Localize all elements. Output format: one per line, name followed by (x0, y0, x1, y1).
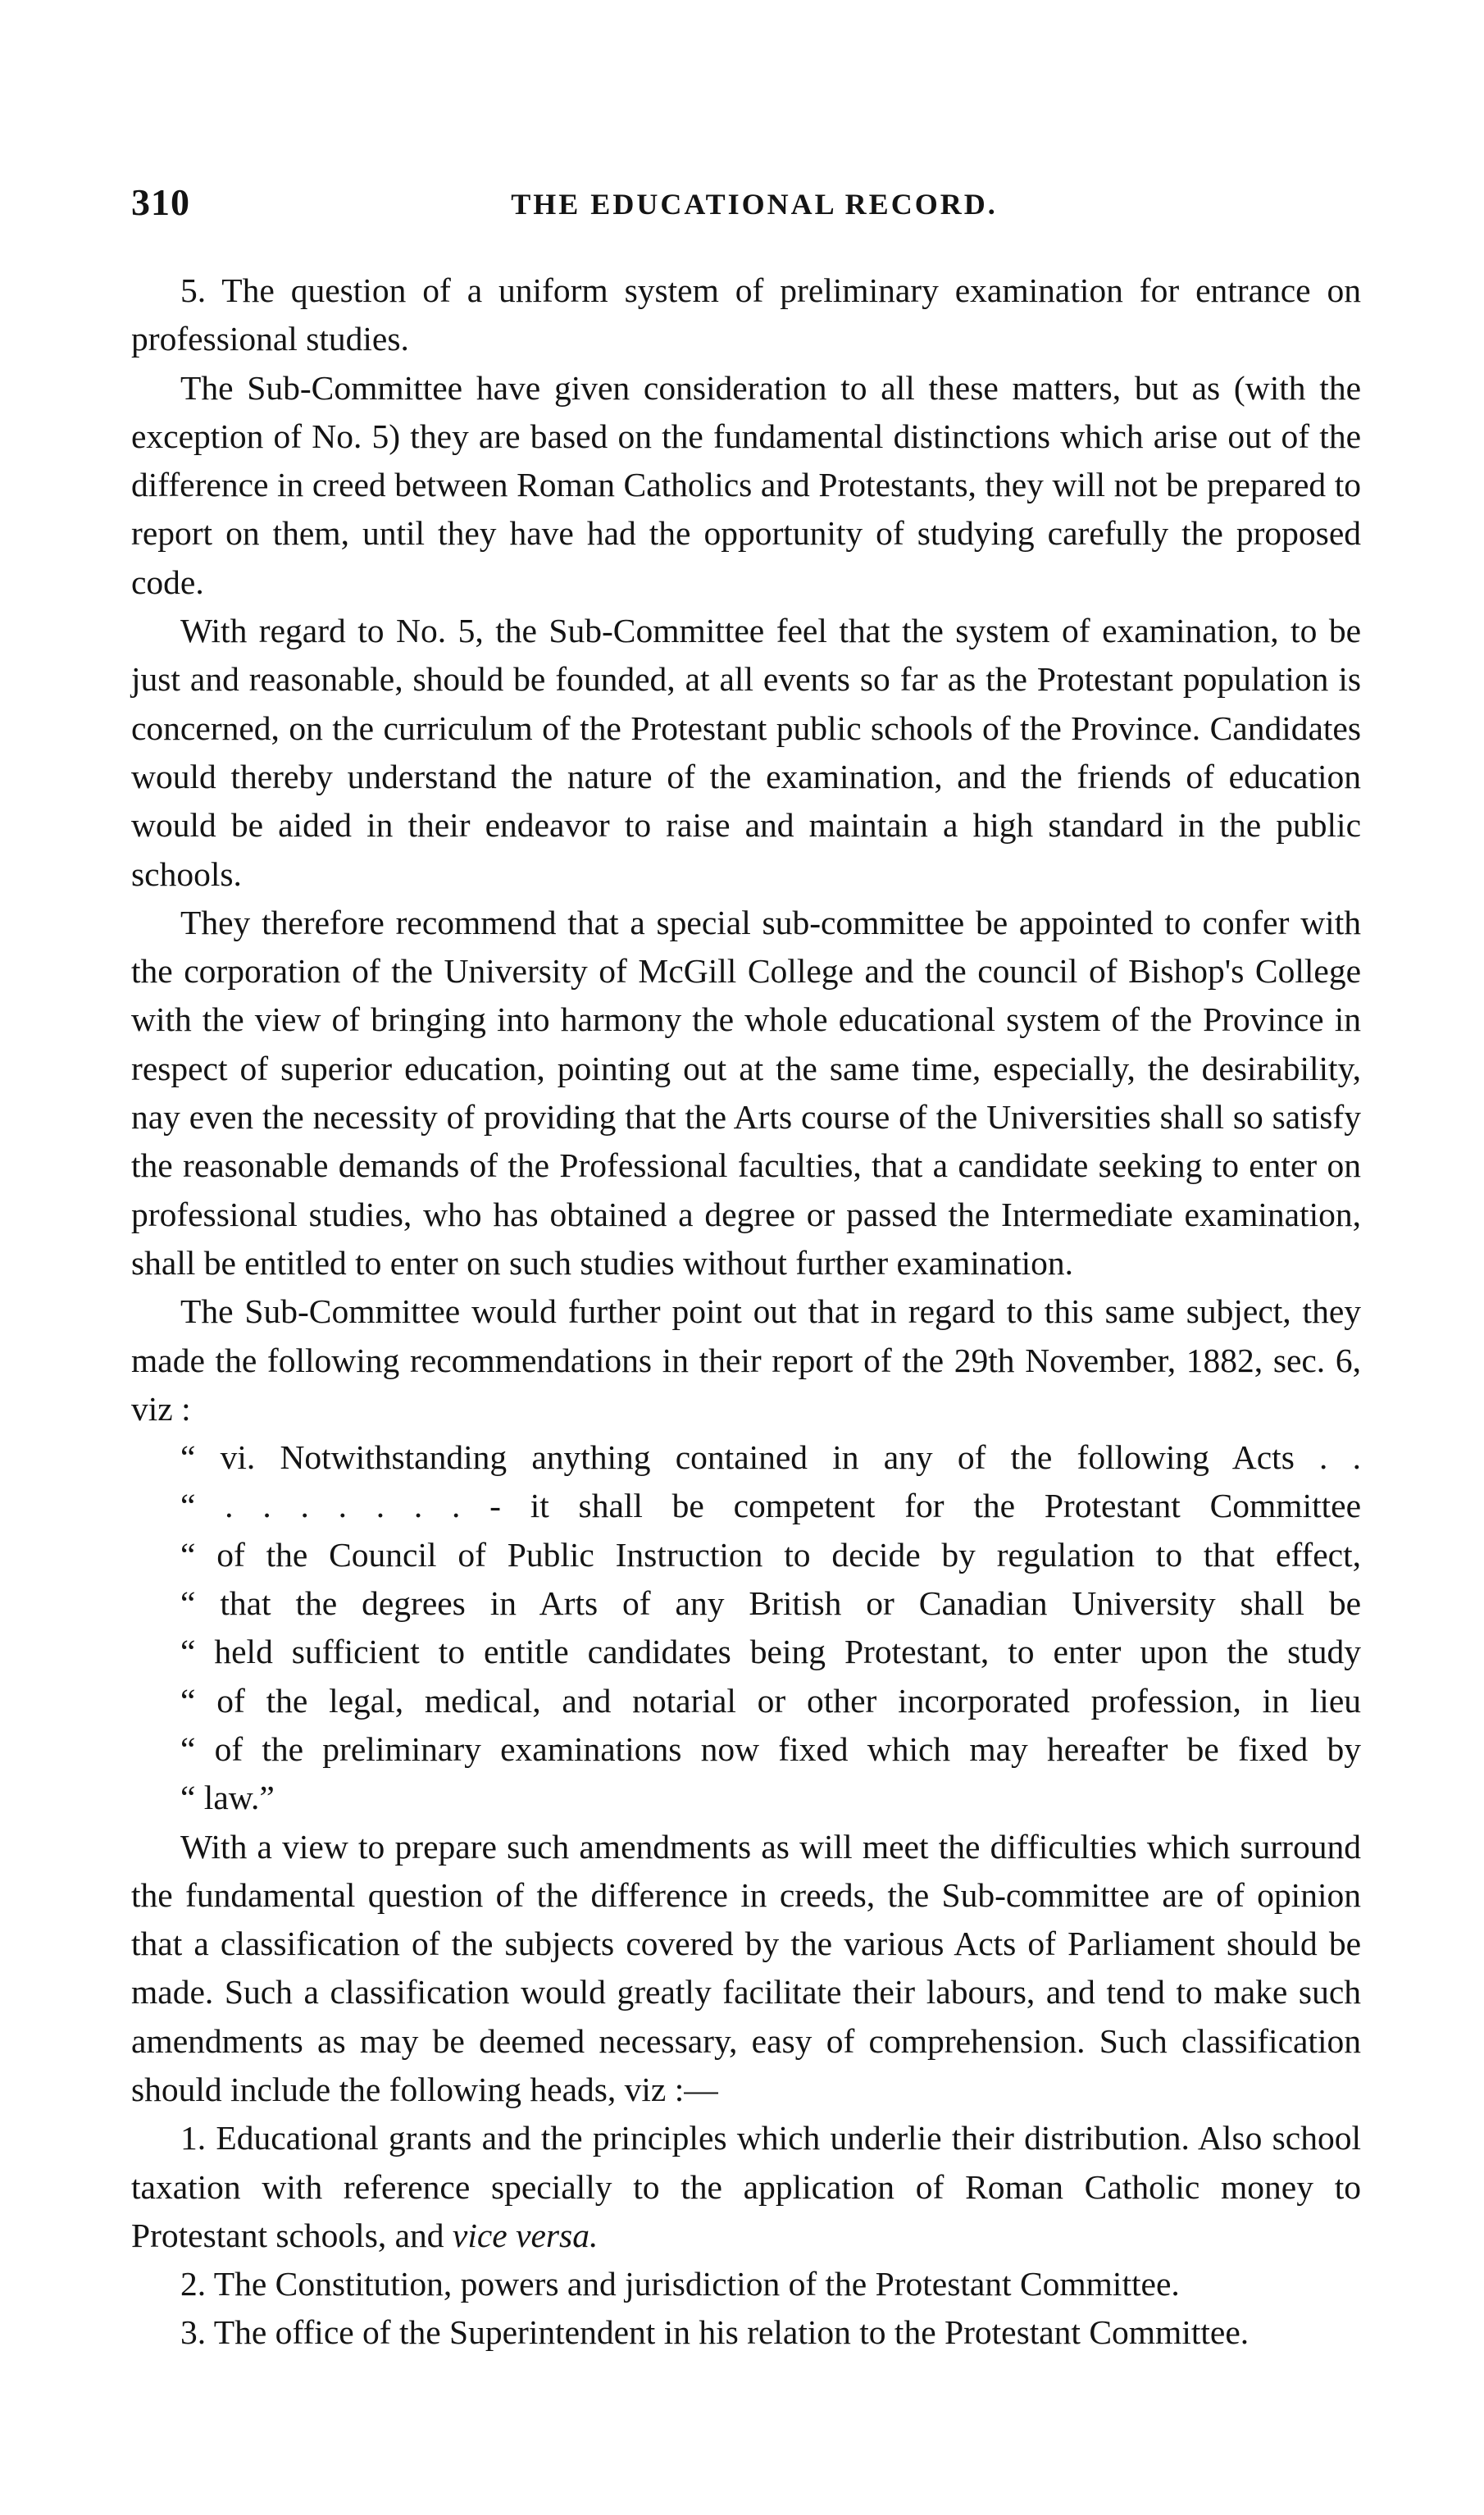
paragraph: The Sub-Committee have given consideration to all these matters, but as (with the exception of No. 5) they are based on the fundamental distinctions which arise out of the difference in creed between Roman Catholics and Protestants, they will not be prepared to report on them, until they have had the opportunity of studying carefully the proposed code. (131, 368, 1361, 601)
body-text (131, 267, 1361, 2358)
list-item: 3. The office of the Superintendent in his relation to the Protestant Committee. (180, 2313, 1250, 2352)
page-number: 310 (131, 181, 190, 223)
list-item-text: 1. Educational grants and the principles which underlie their distribution. Also school taxation with reference specially to the application of Roman Catholic money to Protestant schools, and (131, 2119, 1361, 2254)
quote-line: “ of the Council of Public Instruction to decide by regulation to that effect, (180, 1535, 1361, 1574)
quote-line: “ vi. Notwithstanding anything contained in any of the following Acts . . (180, 1438, 1361, 1477)
list-item (131, 2114, 1361, 2260)
page-header (131, 180, 1361, 238)
quote-line: “ law.” (180, 1779, 275, 1817)
quote-line: “ of the preliminary examinations now fixed which may hereafter be fixed by (180, 1729, 1361, 1768)
block-quote (131, 1433, 1361, 1822)
list-item: 2. The Constitution, powers and jurisdiction of the Protestant Committee. (180, 2265, 1180, 2303)
paragraph: They therefore recommend that a special sub-committee be appointed to confer with the corporation of the University of McGill College and the council of Bishop's College with the view of bringing into harmony the whole educational system of the Province in respect of superior education, pointing out at the same time, especially, the desirability, nay even the necessity of providing that the Arts course of the Universities shall so satisfy the reasonable demands of the Professional faculties, that a candidate seeking to enter on professional studies, who has obtained a degree or passed the Intermediate examination, shall be entitled to enter on such studies without further examination. (131, 903, 1361, 1282)
paragraph: With regard to No. 5, the Sub-Committee feel that the system of examination, to be just and reasonable, should be founded, at all events so far as the Protestant population is concerned, on the curriculum of the Protestant public schools of the Province. Candidates would thereby understand the nature of the examination, and the friends of education would be aided in their endeavor to raise and maintain a high standard in the public schools. (131, 612, 1361, 893)
paragraph: 5. The question of a uniform system of preliminary examination for entrance on professional studies. (131, 271, 1361, 358)
quote-line: “ that the degrees in Arts of any British or Canadian University shall be (180, 1584, 1361, 1623)
list-item-italic: vice versa. (452, 2216, 599, 2254)
quote-line: “ held sufficient to entitle candidates being Protestant, to enter upon the study (180, 1633, 1361, 1671)
quote-line: “ . . . . . . . - it shall be competent for the Protestant Committee (180, 1487, 1361, 1525)
running-title: THE EDUCATIONAL RECORD. (511, 188, 998, 221)
paragraph: With a view to prepare such amendments as will meet the difficulties which surround the fundamental question of the difference in creeds, the Sub-committee are of opinion that a classification of the subjects covered by the various Acts of Parliament should be made. Such a classification would greatly facilitate their labours, and tend to make such amendments as may be deemed necessary, easy of comprehension. Such classification should include the following heads, viz :— (131, 1827, 1361, 2108)
paragraph: The Sub-Committee would further point out that in regard to this same subject, they made the following recommendations in their report of the 29th November, 1882, sec. 6, viz : (131, 1292, 1361, 1428)
quote-line: “ of the legal, medical, and notarial or other incorporated profession, in lieu (180, 1681, 1361, 1720)
